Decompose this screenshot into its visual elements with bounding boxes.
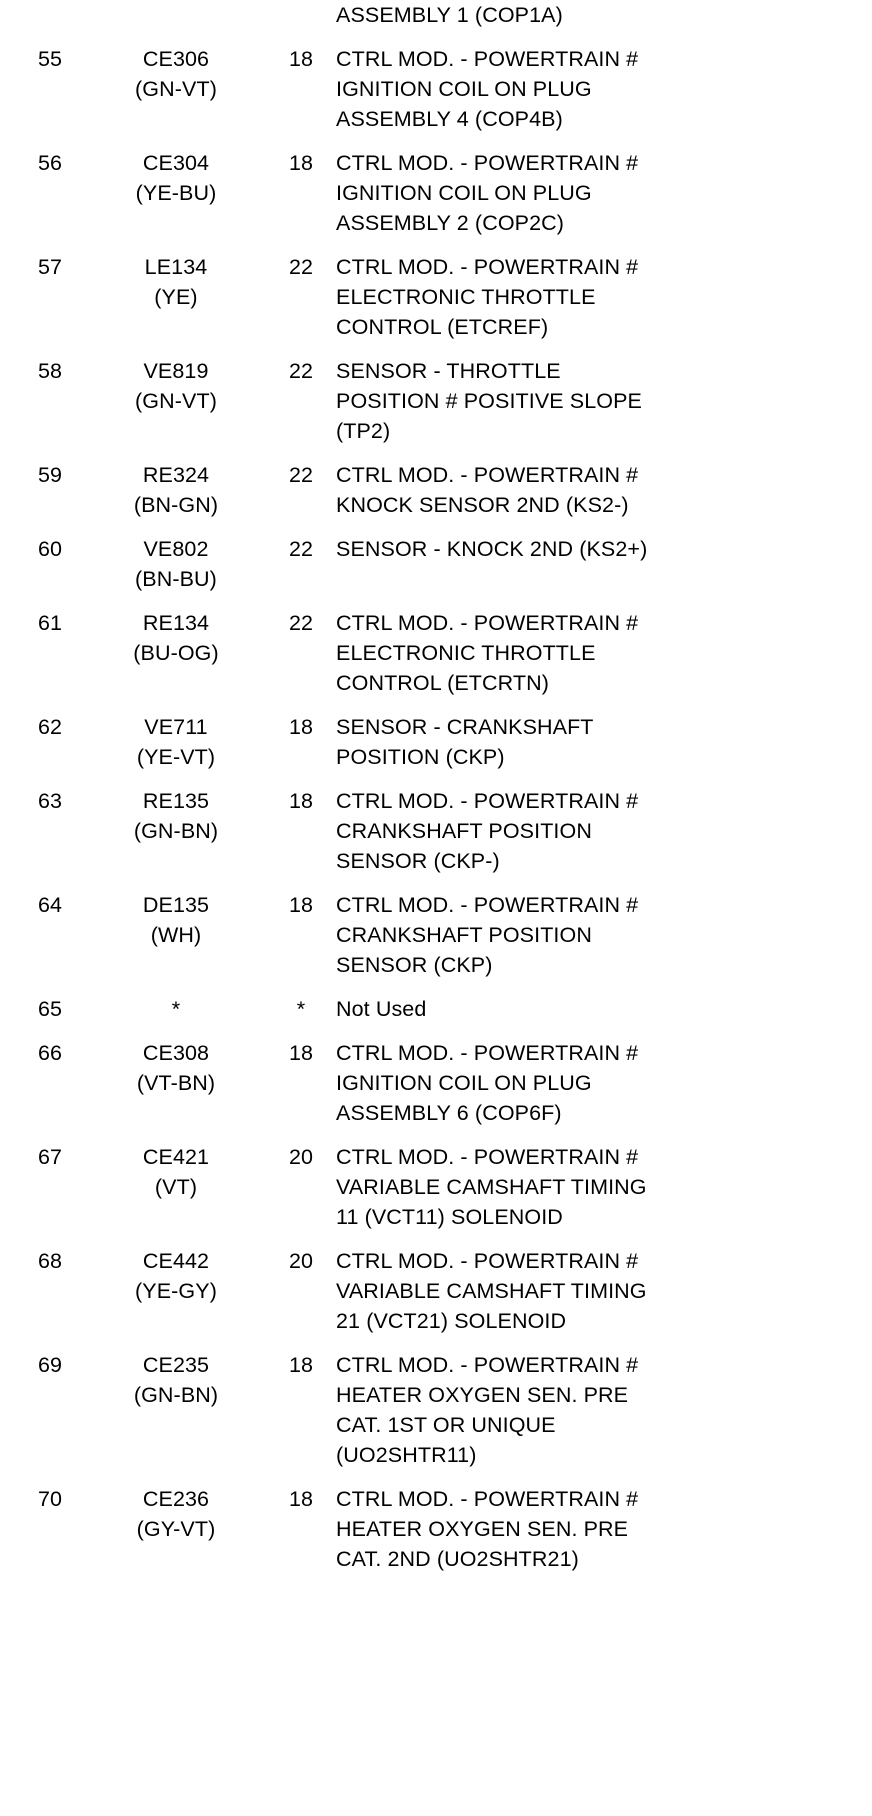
description-line: (TP2) bbox=[336, 419, 391, 443]
gauge-cell bbox=[266, 0, 336, 30]
description-line: POSITION (CKP) bbox=[336, 745, 505, 769]
description-line: HEATER OXYGEN SEN. PRE bbox=[336, 1517, 629, 1541]
circuit-cell bbox=[86, 1246, 266, 1336]
description-line: CTRL MOD. - POWERTRAIN # bbox=[336, 151, 639, 175]
circuit-code: LE134 bbox=[144, 255, 208, 279]
circuit-code: CE308 bbox=[142, 1041, 210, 1065]
description-cell bbox=[336, 148, 852, 238]
description-cell bbox=[336, 0, 852, 30]
description-line: ASSEMBLY 6 (COP6F) bbox=[336, 1101, 562, 1125]
pinout-rows-body bbox=[14, 44, 852, 1574]
circuit-cell bbox=[86, 786, 266, 876]
description-line: SENSOR (CKP) bbox=[336, 953, 493, 977]
circuit-cell bbox=[86, 994, 266, 1024]
description-line: ASSEMBLY 2 (COP2C) bbox=[336, 211, 565, 235]
circuit-code: CE442 bbox=[142, 1249, 210, 1273]
pin-cell: 58 bbox=[37, 359, 63, 383]
circuit-color: (WH) bbox=[150, 923, 202, 947]
circuit-code: VE802 bbox=[143, 537, 209, 561]
circuit-cell bbox=[86, 0, 266, 30]
description-line: 21 (VCT21) SOLENOID bbox=[336, 1309, 567, 1333]
circuit-code: * bbox=[171, 997, 181, 1021]
pin-cell bbox=[14, 0, 86, 30]
table-row bbox=[14, 1142, 852, 1232]
circuit-code: RE135 bbox=[142, 789, 210, 813]
description-line: CONTROL (ETCREF) bbox=[336, 315, 549, 339]
description-cell bbox=[336, 712, 852, 772]
circuit-code: DE135 bbox=[142, 893, 210, 917]
table-row bbox=[14, 1350, 852, 1470]
circuit-code: CE304 bbox=[142, 151, 210, 175]
row-spacer bbox=[14, 1232, 852, 1246]
circuit-code: CE235 bbox=[142, 1353, 210, 1377]
pin-cell: 57 bbox=[37, 255, 63, 279]
circuit-code: VE819 bbox=[143, 359, 209, 383]
description-line: CAT. 2ND (UO2SHTR21) bbox=[336, 1547, 579, 1571]
description-line: SENSOR - THROTTLE bbox=[336, 359, 561, 383]
description-line: CTRL MOD. - POWERTRAIN # bbox=[336, 463, 639, 487]
description-cell bbox=[336, 44, 852, 134]
description-line: IGNITION COIL ON PLUG bbox=[336, 181, 592, 205]
description-cell bbox=[336, 356, 852, 446]
description-line: Not Used bbox=[336, 997, 427, 1021]
row-spacer bbox=[14, 1024, 852, 1038]
pin-cell: 56 bbox=[37, 151, 63, 175]
table-row bbox=[14, 712, 852, 772]
circuit-color: (YE) bbox=[154, 285, 198, 309]
circuit-color: (YE-GY) bbox=[135, 1279, 217, 1303]
gauge-cell: 20 bbox=[288, 1145, 314, 1169]
description-line: CONTROL (ETCRTN) bbox=[336, 671, 550, 695]
circuit-cell bbox=[86, 356, 266, 446]
gauge-cell: 22 bbox=[288, 255, 314, 279]
circuit-code: CE421 bbox=[142, 1145, 210, 1169]
circuit-color: (VT) bbox=[154, 1175, 198, 1199]
description-line: CTRL MOD. - POWERTRAIN # bbox=[336, 47, 639, 71]
description-line: SENSOR - CRANKSHAFT bbox=[336, 715, 594, 739]
table-row bbox=[14, 1484, 852, 1574]
description-cell bbox=[336, 1246, 852, 1336]
description-line: SENSOR - KNOCK 2ND (KS2+) bbox=[336, 537, 648, 561]
circuit-cell bbox=[86, 252, 266, 342]
gauge-cell: 22 bbox=[288, 463, 314, 487]
table-row bbox=[14, 148, 852, 238]
circuit-cell bbox=[86, 1350, 266, 1470]
circuit-code: CE306 bbox=[142, 47, 210, 71]
gauge-cell: 18 bbox=[288, 1041, 314, 1065]
description-line: 11 (VCT11) SOLENOID bbox=[336, 1205, 563, 1229]
description-line: CTRL MOD. - POWERTRAIN # bbox=[336, 1041, 639, 1065]
description-cell bbox=[336, 786, 852, 876]
circuit-color: (VT-BN) bbox=[136, 1071, 216, 1095]
pin-cell: 70 bbox=[37, 1487, 63, 1511]
description-line: HEATER OXYGEN SEN. PRE bbox=[336, 1383, 629, 1407]
gauge-cell: * bbox=[296, 997, 306, 1021]
gauge-cell: 18 bbox=[288, 47, 314, 71]
description-line: CTRL MOD. - POWERTRAIN # bbox=[336, 893, 639, 917]
pin-cell: 60 bbox=[37, 537, 63, 561]
description-line: CRANKSHAFT POSITION bbox=[336, 923, 592, 947]
description-line: CTRL MOD. - POWERTRAIN # bbox=[336, 1145, 639, 1169]
circuit-code: RE134 bbox=[142, 611, 210, 635]
description-line: CTRL MOD. - POWERTRAIN # bbox=[336, 1487, 639, 1511]
gauge-cell: 18 bbox=[288, 789, 314, 813]
row-spacer bbox=[14, 876, 852, 890]
circuit-cell bbox=[86, 1142, 266, 1232]
circuit-color: (GN-BN) bbox=[133, 1383, 219, 1407]
circuit-color: (GY-VT) bbox=[136, 1517, 216, 1541]
table-row bbox=[14, 534, 852, 594]
description-line: VARIABLE CAMSHAFT TIMING bbox=[336, 1279, 647, 1303]
pin-cell: 65 bbox=[37, 997, 63, 1021]
pinout-table-body bbox=[14, 0, 852, 44]
description-line: SENSOR (CKP-) bbox=[336, 849, 500, 873]
circuit-cell bbox=[86, 1038, 266, 1128]
table-row bbox=[14, 44, 852, 134]
table-row bbox=[14, 1246, 852, 1336]
description-cell bbox=[336, 252, 852, 342]
description-cell bbox=[336, 890, 852, 980]
row-spacer bbox=[14, 594, 852, 608]
circuit-code: RE324 bbox=[142, 463, 210, 487]
table-row bbox=[14, 994, 852, 1024]
circuit-cell bbox=[86, 712, 266, 772]
gauge-cell: 22 bbox=[288, 537, 314, 561]
circuit-color: (GN-VT) bbox=[135, 389, 217, 413]
gauge-cell: 18 bbox=[288, 1487, 314, 1511]
circuit-cell bbox=[86, 608, 266, 698]
row-spacer bbox=[14, 342, 852, 356]
gauge-cell: 18 bbox=[288, 151, 314, 175]
pin-cell: 67 bbox=[37, 1145, 63, 1169]
description-line: CTRL MOD. - POWERTRAIN # bbox=[336, 1249, 639, 1273]
row-spacer bbox=[14, 772, 852, 786]
pin-cell: 68 bbox=[37, 1249, 63, 1273]
description-line: VARIABLE CAMSHAFT TIMING bbox=[336, 1175, 647, 1199]
circuit-code: CE236 bbox=[142, 1487, 210, 1511]
circuit-code: VE711 bbox=[144, 715, 208, 739]
description-cell bbox=[336, 1038, 852, 1128]
gauge-cell: 22 bbox=[288, 359, 314, 383]
circuit-color: (GN-BN) bbox=[133, 819, 219, 843]
description-cell bbox=[336, 1142, 852, 1232]
description-line: CTRL MOD. - POWERTRAIN # bbox=[336, 789, 639, 813]
description-line: ELECTRONIC THROTTLE bbox=[336, 641, 596, 665]
circuit-color: (YE-VT) bbox=[136, 745, 216, 769]
description-line: CTRL MOD. - POWERTRAIN # bbox=[336, 255, 639, 279]
circuit-cell bbox=[86, 890, 266, 980]
circuit-color: (GN-VT) bbox=[135, 77, 217, 101]
description-cell bbox=[336, 1350, 852, 1470]
description-line: ASSEMBLY 4 (COP4B) bbox=[336, 107, 563, 131]
pin-cell: 69 bbox=[37, 1353, 63, 1377]
table-row bbox=[14, 356, 852, 446]
description-cell bbox=[336, 608, 852, 698]
table-row bbox=[14, 608, 852, 698]
row-spacer bbox=[14, 134, 852, 148]
pin-cell: 61 bbox=[37, 611, 63, 635]
description-line: CRANKSHAFT POSITION bbox=[336, 819, 592, 843]
row-spacer bbox=[14, 30, 852, 44]
table-row bbox=[14, 460, 852, 520]
circuit-color: (BN-GN) bbox=[133, 493, 219, 517]
circuit-color: (BN-BU) bbox=[135, 567, 217, 591]
pin-cell: 63 bbox=[37, 789, 63, 813]
description-cell bbox=[336, 534, 852, 594]
pin-cell: 66 bbox=[37, 1041, 63, 1065]
row-spacer bbox=[14, 446, 852, 460]
row-spacer bbox=[14, 980, 852, 994]
row-spacer bbox=[14, 1336, 852, 1350]
circuit-color: (BU-OG) bbox=[133, 641, 219, 665]
pin-cell: 62 bbox=[37, 715, 63, 739]
gauge-cell: 20 bbox=[288, 1249, 314, 1273]
table-row bbox=[14, 786, 852, 876]
description-line: IGNITION COIL ON PLUG bbox=[336, 1071, 592, 1095]
circuit-cell bbox=[86, 534, 266, 594]
row-spacer bbox=[14, 1470, 852, 1484]
pin-cell: 64 bbox=[37, 893, 63, 917]
row-spacer bbox=[14, 238, 852, 252]
pinout-rows-table bbox=[14, 44, 852, 1574]
gauge-cell: 18 bbox=[288, 893, 314, 917]
gauge-cell: 18 bbox=[288, 715, 314, 739]
pin-cell: 59 bbox=[37, 463, 63, 487]
description-cell bbox=[336, 1484, 852, 1574]
continued-description-line: ASSEMBLY 1 (COP1A) bbox=[336, 3, 563, 27]
table-row bbox=[14, 890, 852, 980]
row-spacer bbox=[14, 520, 852, 534]
table-row bbox=[14, 252, 852, 342]
description-line: CAT. 1ST OR UNIQUE bbox=[336, 1413, 556, 1437]
description-cell bbox=[336, 460, 852, 520]
row-spacer bbox=[14, 1128, 852, 1142]
gauge-cell: 18 bbox=[288, 1353, 314, 1377]
description-line: KNOCK SENSOR 2ND (KS2-) bbox=[336, 493, 629, 517]
description-line: POSITION # POSITIVE SLOPE bbox=[336, 389, 642, 413]
continued-row bbox=[14, 0, 852, 30]
description-line: IGNITION COIL ON PLUG bbox=[336, 77, 592, 101]
description-line: CTRL MOD. - POWERTRAIN # bbox=[336, 1353, 639, 1377]
description-line: CTRL MOD. - POWERTRAIN # bbox=[336, 611, 639, 635]
gauge-cell: 22 bbox=[288, 611, 314, 635]
pin-cell: 55 bbox=[37, 47, 63, 71]
circuit-cell bbox=[86, 460, 266, 520]
description-line: ELECTRONIC THROTTLE bbox=[336, 285, 596, 309]
circuit-cell bbox=[86, 44, 266, 134]
table-row bbox=[14, 1038, 852, 1128]
circuit-cell bbox=[86, 1484, 266, 1574]
circuit-color: (YE-BU) bbox=[135, 181, 217, 205]
description-cell bbox=[336, 994, 852, 1024]
row-spacer bbox=[14, 698, 852, 712]
description-line: (UO2SHTR11) bbox=[336, 1443, 477, 1467]
pinout-table bbox=[14, 0, 852, 44]
circuit-cell bbox=[86, 148, 266, 238]
